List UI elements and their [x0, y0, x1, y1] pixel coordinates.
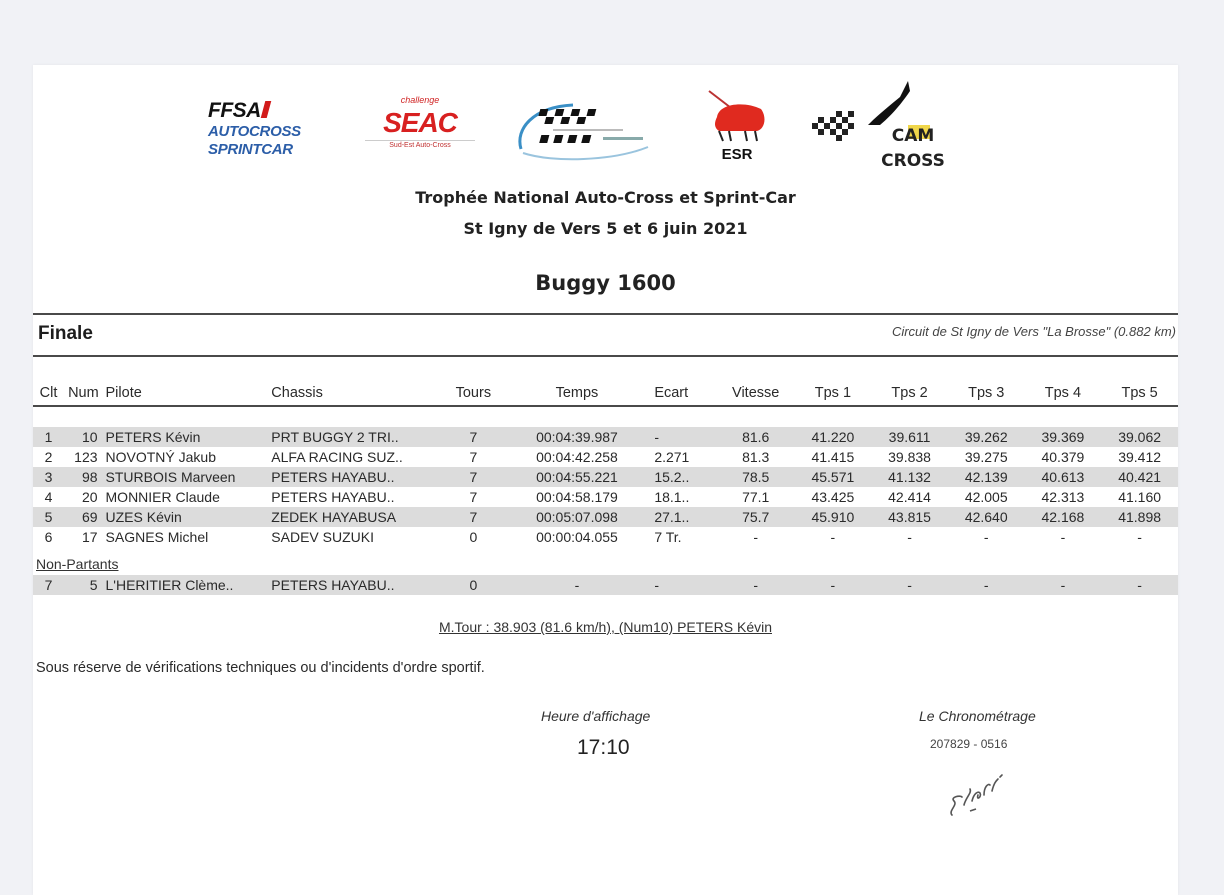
cell-tps1: - — [795, 575, 872, 595]
cell-tps5: 40.421 — [1101, 467, 1178, 487]
cell-tps1: 41.220 — [795, 427, 872, 447]
cell-num: 17 — [81, 529, 98, 545]
divider-top — [33, 313, 1178, 315]
cell-tps5: - — [1101, 575, 1178, 595]
cell-tps2: 39.838 — [888, 449, 931, 465]
cell-num: 98 — [64, 467, 105, 487]
cell-tps3: 39.275 — [964, 449, 1008, 465]
sponsor-logos — [33, 79, 1178, 169]
results-sheet — [33, 65, 1178, 895]
disclaimer: Sous réserve de vérifications techniques ou d'incidents d'ordre sportif. — [36, 660, 485, 676]
timing-label: Le Chronométrage — [919, 708, 1036, 724]
seac-logo-main: SEAC — [383, 107, 457, 138]
cell-tps2: 42.414 — [888, 489, 931, 505]
col-header-pilote: Pilote — [105, 385, 142, 401]
col-header-tps5: Tps 5 — [1121, 385, 1158, 401]
col-header-tps1: Tps 1 — [814, 385, 852, 401]
cell-temps: - — [510, 575, 645, 595]
esr-logo-text: ESR — [721, 146, 753, 163]
seac-logo-challenge: challenge — [400, 95, 440, 105]
cell-tps1: 45.910 — [795, 507, 872, 527]
cell-clt: 6 — [44, 529, 53, 545]
cell-temps: 00:04:55.221 — [510, 467, 645, 487]
cell-temps: 00:05:07.098 — [510, 507, 645, 527]
event-location-date: St Igny de Vers 5 et 6 juin 2021 — [463, 219, 748, 238]
cell-pilote: NOVOTNÝ Jakub — [105, 449, 216, 465]
cell-vitesse: - — [753, 529, 759, 545]
camcross-logo-cam: CAM — [891, 126, 935, 146]
ffsa-logo-autocross: AUTOCROSS — [208, 123, 301, 140]
cell-tps4: 42.313 — [1041, 489, 1085, 505]
cell-tps5: - — [1137, 529, 1142, 545]
results-table — [33, 365, 1178, 547]
signature-icon — [938, 765, 1018, 825]
cell-tps4: 40.379 — [1041, 449, 1085, 465]
ffsa-logo-bar — [261, 101, 272, 118]
table-row — [33, 527, 1178, 547]
col-header-ecart: Ecart — [654, 385, 689, 401]
cell-num: 123 — [74, 449, 98, 465]
cell-ecart: 18.1.. — [654, 489, 690, 505]
table-row — [33, 487, 1178, 507]
cell-temps: 00:00:04.055 — [536, 529, 618, 545]
cell-chassis: PETERS HAYABU.. — [271, 489, 395, 505]
cell-ecart: - — [644, 575, 717, 595]
cell-pilote: SAGNES Michel — [105, 529, 209, 545]
best-lap-info: M.Tour : 38.903 (81.6 km/h), (Num10) PETERS Kévin — [438, 619, 772, 635]
cell-vitesse: 78.5 — [717, 467, 795, 487]
cell-chassis: ALFA RACING SUZ.. — [271, 449, 403, 465]
cell-chassis: PETERS HAYABU.. — [271, 467, 437, 487]
table-spacer — [33, 406, 1178, 427]
cell-temps: 00:04:42.258 — [536, 449, 618, 465]
table-row — [33, 467, 1178, 487]
cell-tps3: - — [983, 529, 989, 545]
non-partants-label: Non-Partants — [36, 556, 119, 572]
cell-pilote: STURBOIS Marveen — [106, 467, 272, 487]
col-header-vitesse: Vitesse — [732, 385, 780, 401]
cell-tps4: - — [1025, 575, 1102, 595]
cell-tours: 7 — [437, 427, 510, 447]
cell-ecart: 15.2.. — [644, 467, 717, 487]
cell-vitesse: 81.3 — [742, 449, 770, 465]
cell-tps3: 42.005 — [964, 489, 1008, 505]
cell-tps3: 42.640 — [948, 507, 1025, 527]
cell-tours: 0 — [437, 575, 510, 595]
seac-logo — [365, 95, 475, 151]
seac-logo-subtitle: Sud-Est Auto-Cross — [365, 140, 475, 151]
cell-tps5: 41.898 — [1101, 507, 1178, 527]
cell-temps: 00:04:39.987 — [510, 427, 645, 447]
cell-tps4: - — [1060, 529, 1066, 545]
col-header-tps3: Tps 3 — [968, 385, 1005, 401]
cell-tps2: 41.132 — [871, 467, 948, 487]
non-partants-table — [33, 575, 1178, 595]
camcross-logo — [808, 79, 958, 171]
cell-clt: 3 — [33, 467, 64, 487]
cell-chassis: ZEDEK HAYABUSA — [271, 507, 437, 527]
cell-tps2: - — [907, 529, 912, 545]
cell-tours: 7 — [437, 467, 510, 487]
divider-middle — [33, 355, 1178, 357]
race-name: Finale — [38, 323, 93, 344]
ffsa-logo-sprintcar: SPRINTCAR — [208, 141, 293, 158]
cell-clt: 7 — [33, 575, 64, 595]
cell-tps3: - — [948, 575, 1025, 595]
cell-tps4: 42.168 — [1025, 507, 1102, 527]
cell-chassis: PRT BUGGY 2 TRI.. — [271, 427, 437, 447]
cell-pilote: UZES Kévin — [106, 507, 272, 527]
cell-tps4: 39.369 — [1025, 427, 1102, 447]
posting-time-label: Heure d'affichage — [541, 708, 651, 724]
non-partant-row — [33, 575, 1178, 595]
col-header-tours: Tours — [455, 385, 492, 401]
cell-clt: 2 — [44, 449, 53, 465]
cell-temps: 00:04:58.179 — [536, 489, 618, 505]
col-header-num: Num — [68, 385, 99, 401]
cell-vitesse: - — [717, 575, 795, 595]
cell-vitesse: 75.7 — [717, 507, 795, 527]
cell-tps2: - — [871, 575, 948, 595]
cell-tps5: 41.160 — [1118, 489, 1162, 505]
col-header-tps2: Tps 2 — [891, 385, 928, 401]
circuit-info: Circuit de St Igny de Vers "La Brosse" (0.882 km) — [891, 324, 1176, 339]
cell-num: 5 — [64, 575, 105, 595]
cell-ecart: 27.1.. — [644, 507, 717, 527]
cell-tours: 0 — [469, 529, 478, 545]
cell-num: 10 — [64, 427, 105, 447]
table-header-row — [33, 365, 1178, 406]
table-row — [33, 447, 1178, 467]
cell-tps3: 42.139 — [948, 467, 1025, 487]
category-title: Buggy 1600 — [535, 271, 676, 295]
cell-clt: 5 — [33, 507, 64, 527]
posting-time: 17:10 — [577, 736, 630, 759]
cell-tps5: 39.062 — [1101, 427, 1178, 447]
cell-tps1: - — [830, 529, 836, 545]
cell-num: 69 — [64, 507, 105, 527]
col-header-tps4: Tps 4 — [1044, 385, 1082, 401]
table-row — [33, 507, 1178, 527]
cell-ecart: 7 Tr. — [654, 529, 682, 545]
event-title: Trophée National Auto-Cross et Sprint-Car — [415, 188, 796, 207]
col-header-temps: Temps — [555, 385, 599, 401]
cell-clt: 1 — [33, 427, 64, 447]
cell-pilote: MONNIER Claude — [105, 489, 220, 505]
cell-chassis: PETERS HAYABU.. — [271, 575, 437, 595]
cell-tours: 7 — [469, 489, 478, 505]
cell-tps1: 41.415 — [811, 449, 855, 465]
cell-pilote: L'HERITIER Clème.. — [106, 575, 272, 595]
cell-tps3: 39.262 — [948, 427, 1025, 447]
cell-tps1: 43.425 — [811, 489, 855, 505]
cell-tps4: 40.613 — [1025, 467, 1102, 487]
camcross-logo-cross: CROSS — [881, 151, 945, 171]
cell-clt: 4 — [44, 489, 53, 505]
cell-chassis: SADEV SUZUKI — [271, 529, 374, 545]
ffsa-logo — [208, 99, 348, 159]
cell-vitesse: 77.1 — [742, 489, 770, 505]
col-header-chassis: Chassis — [271, 385, 323, 401]
cell-vitesse: 81.6 — [717, 427, 795, 447]
cell-num: 20 — [81, 489, 98, 505]
cell-tours: 7 — [469, 449, 478, 465]
cell-tps2: 39.611 — [871, 427, 948, 447]
cell-tps2: 43.815 — [871, 507, 948, 527]
col-header-clt: Clt — [39, 385, 58, 401]
ffsa-logo-text: FFSA — [208, 99, 261, 122]
cell-tours: 7 — [437, 507, 510, 527]
cell-ecart: 2.271 — [654, 449, 690, 465]
cell-tps5: 39.412 — [1118, 449, 1162, 465]
esr-logo — [705, 87, 769, 163]
table-row — [33, 427, 1178, 447]
timing-code: 207829 - 0516 — [930, 737, 1008, 751]
cell-ecart: - — [644, 427, 717, 447]
checkered-flag-logo — [513, 99, 653, 161]
cell-tps1: 45.571 — [795, 467, 872, 487]
cell-pilote: PETERS Kévin — [106, 427, 272, 447]
